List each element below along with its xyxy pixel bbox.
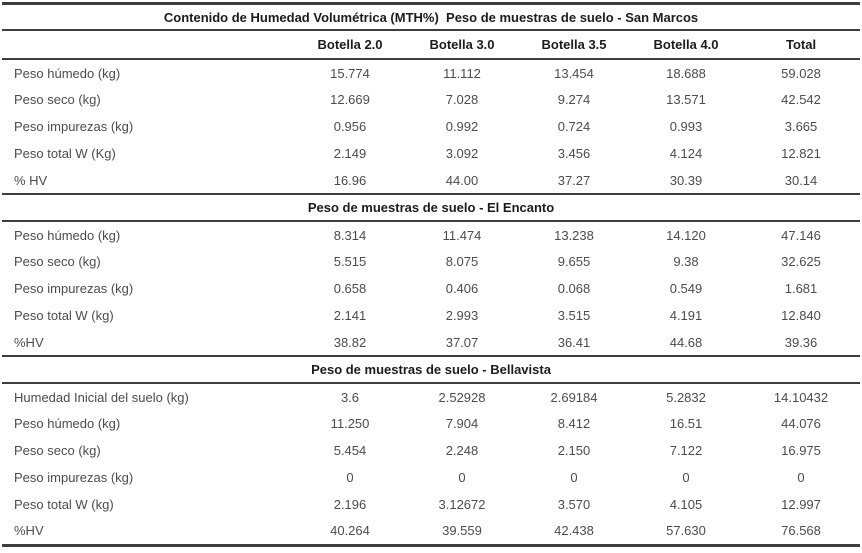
table-row [2,302,860,329]
cell-value: 3.092 [445,146,479,161]
cell-value: 39.559 [442,523,482,539]
table-title: Contenido de Humedad Volumétrica (MTH%) Peso de muestras de suelo - San Marcos [2,4,860,31]
cell-value: 39.36 [784,334,818,350]
cell-value: 8.075 [445,254,479,269]
cell-value: 57.630 [666,523,706,539]
row-label: Peso impurezas (kg) [14,470,134,485]
table-row [2,59,860,86]
row-label: Peso húmedo (kg) [14,65,121,81]
cell-value: 0.724 [557,119,591,134]
cell-value: 7.904 [445,416,479,431]
cell-value: 0 [570,470,578,485]
table-row [2,518,860,545]
cell-value: 7.028 [445,92,479,107]
row-label: Peso seco (kg) [14,254,101,269]
cell-value: 5.454 [333,443,367,458]
table-row [2,383,860,410]
cell-value: 2.150 [557,443,591,458]
cell-value: 13.571 [666,92,706,107]
cell-value: 4.124 [669,146,703,161]
cell-value: 0 [346,470,354,485]
cell-value: 3.570 [557,497,591,512]
table-row [2,410,860,437]
table-row [2,329,860,356]
cell-value: 0 [682,470,690,485]
row-label: Peso total W (Kg) [14,146,116,161]
table-row [2,248,860,275]
cell-value: 0.992 [445,119,479,134]
cell-value: 13.238 [554,227,594,243]
row-label: Peso seco (kg) [14,92,101,107]
cell-value: 47.146 [781,227,821,243]
cell-value: 42.542 [781,92,821,107]
cell-value: 2.248 [445,443,479,458]
row-label: % HV [14,172,48,188]
table-row [2,221,860,248]
section-header-row [2,356,860,383]
cell-value: 44.076 [781,416,821,431]
cell-value: 30.14 [784,172,818,188]
row-label: Peso total W (kg) [14,497,114,512]
cell-value: 3.515 [557,308,591,323]
soil-moisture-table [2,2,860,547]
column-header-botella-4-0: Botella 4.0 [630,30,742,59]
cell-value: 3.665 [784,119,818,134]
cell-value: 30.39 [669,172,703,188]
cell-value: 11.112 [443,65,481,81]
cell-value: 11.474 [442,227,482,243]
cell-value: 0.549 [669,281,703,296]
row-label: Peso total W (kg) [14,308,114,323]
cell-value: 5.2832 [666,389,706,405]
cell-value: 12.669 [330,92,370,107]
cell-value: 2.196 [333,497,367,512]
cell-value: 9.274 [557,92,591,107]
cell-value: 8.412 [557,416,591,431]
cell-value: 16.975 [781,443,821,458]
cell-value: 15.774 [330,65,370,81]
section-title: Peso de muestras de suelo - Bellavista [2,356,860,383]
table-title-row [2,4,860,31]
row-label: Peso seco (kg) [14,443,101,458]
cell-value: 14.120 [666,227,706,243]
cell-value: 12.840 [781,308,821,323]
cell-value: 18.688 [666,65,706,81]
row-label: Peso húmedo (kg) [14,227,121,243]
cell-value: 2.993 [445,308,479,323]
cell-value: 44.68 [669,334,703,350]
cell-value: 76.568 [781,523,821,539]
row-label: Humedad Inicial del suelo (kg) [14,389,189,405]
cell-value: 0.956 [333,119,367,134]
cell-value: 36.41 [557,334,591,350]
cell-value: 37.27 [557,172,591,188]
section-title: Peso de muestras de suelo - El Encanto [2,194,860,221]
cell-value: 7.122 [669,443,703,458]
table-body [2,59,860,545]
cell-value: 2.149 [333,146,367,161]
cell-value: 37.07 [445,334,479,350]
table-row [2,275,860,302]
cell-value: 0 [797,470,805,485]
row-label: Peso impurezas (kg) [14,119,134,134]
cell-value: 38.82 [333,334,367,350]
cell-value: 5.515 [333,254,367,269]
table-row [2,167,860,194]
cell-value: 40.264 [330,523,370,539]
cell-value: 44.00 [445,172,479,188]
table-row [2,86,860,113]
cell-value: 2.69184 [550,389,598,405]
cell-value: 4.105 [669,497,703,512]
table-row [2,437,860,464]
cell-value: 12.821 [781,146,821,161]
column-header-total: Total [742,30,860,59]
section-header-row [2,194,860,221]
table-row [2,113,860,140]
table-row [2,140,860,167]
cell-value: 1.681 [784,281,818,296]
cell-value: 14.10432 [773,389,829,405]
row-label: %HV [14,334,44,350]
cell-value: 2.141 [333,308,367,323]
cell-value: 2.52928 [438,389,486,405]
column-header-empty [2,30,294,59]
cell-value: 0.993 [669,119,703,134]
cell-value: 0.068 [557,281,591,296]
cell-value: 3.456 [557,146,591,161]
cell-value: 0.406 [445,281,479,296]
column-header-botella-3-0: Botella 3.0 [406,30,518,59]
table-row [2,464,860,491]
cell-value: 3.6 [340,389,360,405]
cell-value: 9.655 [557,254,591,269]
cell-value: 13.454 [554,65,594,81]
cell-value: 4.191 [669,308,703,323]
cell-value: 3.12672 [438,497,486,512]
cell-value: 9.38 [673,254,699,269]
table-row [2,491,860,518]
cell-value: 12.997 [781,497,821,512]
cell-value: 0.658 [333,281,367,296]
cell-value: 11.250 [330,416,370,431]
cell-value: 42.438 [554,523,594,539]
cell-value: 8.314 [333,227,367,243]
cell-value: 0 [458,470,466,485]
cell-value: 32.625 [781,254,821,269]
column-header-botella-2-0: Botella 2.0 [294,30,406,59]
column-header-row [2,30,860,59]
column-header-botella-3-5: Botella 3.5 [518,30,630,59]
cell-value: 16.96 [333,172,367,188]
row-label: %HV [14,523,44,539]
cell-value: 59.028 [781,65,821,81]
row-label: Peso húmedo (kg) [14,416,121,431]
row-label: Peso impurezas (kg) [14,281,134,296]
cell-value: 16.51 [669,416,703,431]
